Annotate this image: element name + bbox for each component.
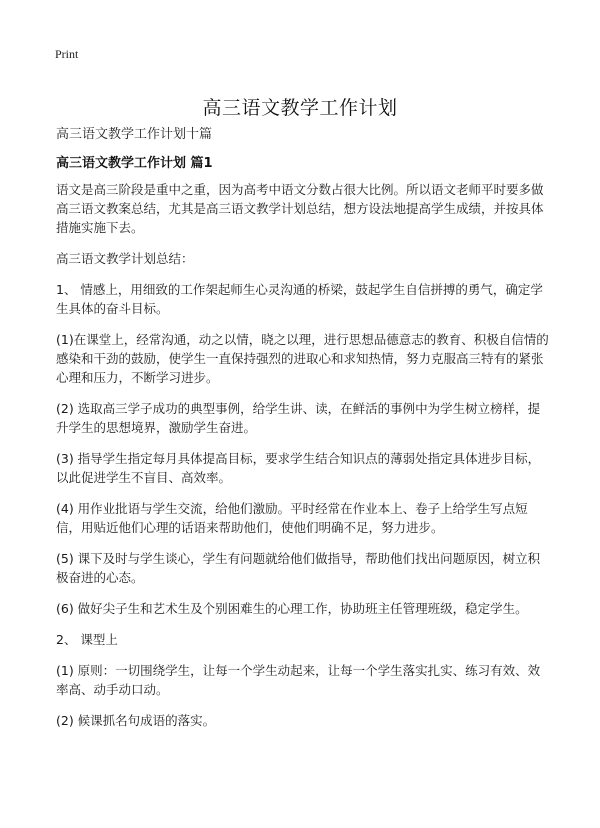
- paragraph-point-1: 1、 情感上，用细致的工作架起师生心灵沟通的桥梁，鼓起学生自信拼搏的勇气，确定学生具体的奋斗目标。: [56, 282, 543, 316]
- paragraph-intro: 语文是高三阶段是重中之重，因为高考中语文分数占很大比例。所以语文老师平时要多做高三语文教案总结，尤其是高三语文教学计划总结，想方设法地提高学生成绩，并按具体措施实施下去。: [56, 182, 544, 235]
- paragraph-item-1-5: (5) 课下及时与学生谈心，学生有问题就给他们做指导，帮助他们找出问题原因，树立积极奋进的心态。: [56, 551, 541, 585]
- paragraph-item-1-2: (2) 选取高三学子成功的典型事例，给学生讲、读，在鲜活的事例中为学生树立榜样，提升学生的思想境界，激励学生奋进。: [56, 401, 541, 435]
- paragraph-item-1-1: (1)在课堂上，经常沟通，动之以情，晓之以理，进行思想品德意志的教育、积极自信情的感染和干劲的鼓励，使学生一直保持强烈的进取心和求知热情，努力克服高三特有的紧张心理和压力，不断学习进步。: [56, 332, 549, 385]
- paragraph-item-1-3: (3) 指导学生指定每月具体提高目标，要求学生结合知识点的薄弱处指定具体进步目标，以此促进学生不盲目、高效率。: [56, 451, 541, 485]
- document-body: [56, 180, 550, 742]
- paragraph-point-2: 2、 课型上: [56, 632, 118, 647]
- document-title: 高三语文教学工作计划: [202, 96, 398, 119]
- paragraph-item-2-1: (1) 原则：一切围绕学生，让每一个学生动起来，让每一个学生落实扎实、练习有效、效率高、动手动口动。: [56, 663, 541, 697]
- print-label: Print: [55, 47, 79, 61]
- section-heading: 高三语文教学工作计划 篇1: [56, 156, 213, 171]
- paragraph-item-1-6: (6) 做好尖子生和艺术生及个别困难生的心理工作，协助班主任管理班级，稳定学生。: [56, 601, 528, 616]
- document-subtitle: 高三语文教学工作计划十篇: [56, 127, 213, 142]
- paragraph-item-2-2: (2) 候课抓名句成语的落实。: [56, 713, 216, 728]
- paragraph-item-1-4: (4) 用作业批语与学生交流，给他们激励。平时经常在作业本上、卷子上给学生写点短信，用贴近他们心理的话语来帮助他们，使他们明确不足，努力进步。: [56, 501, 528, 535]
- paragraph-summary-label: 高三语文教学计划总结：: [56, 251, 194, 266]
